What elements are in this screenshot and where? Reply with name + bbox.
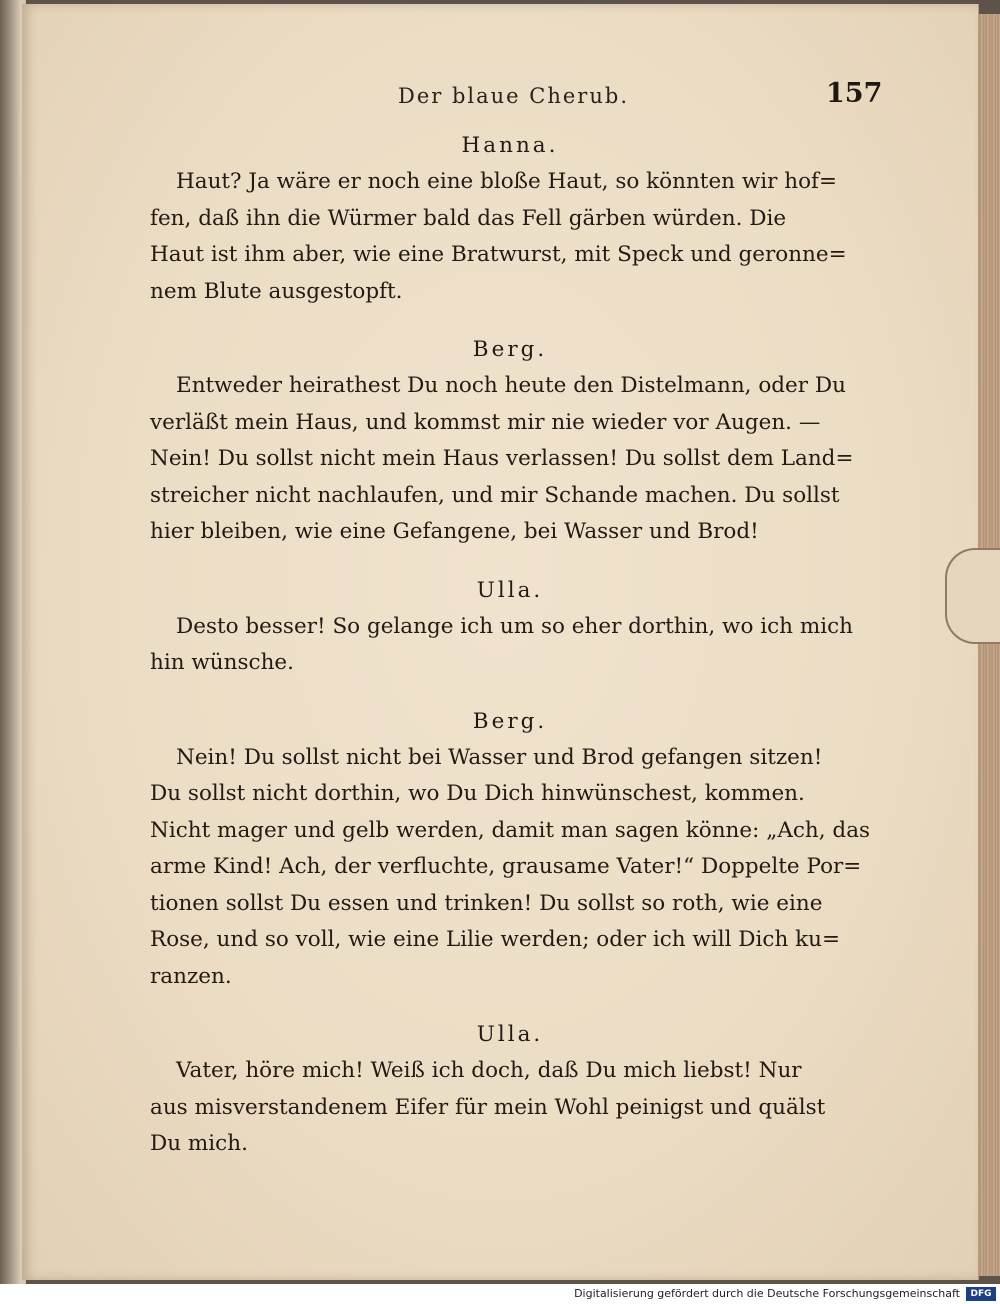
page-number: 157 (826, 78, 883, 109)
speaker-name: Berg. (472, 708, 548, 734)
text-line: Vater, höre mich! Weiß ich doch, daß Du mich liebst! Nur (176, 1058, 802, 1083)
text-line: Rose, und so voll, wie eine Lilie werden; oder ich will Dich ku= (150, 927, 841, 952)
dfg-logo: DFG (966, 1287, 996, 1301)
text-line: Nicht mager und gelb werden, damit man sagen könne: „Ach, das (150, 817, 871, 843)
text-line: Nein! Du sollst nicht mein Haus verlassen! Du sollst dem Land= (150, 446, 854, 471)
page-tab-marker (945, 548, 1000, 644)
speaker-name: Ulla. (476, 1022, 544, 1047)
text-line: Du sollst nicht dorthin, wo Du Dich hinwünschest, kommen. (150, 781, 805, 806)
text-line: Haut ist ihm aber, wie eine Bratwurst, mit Speck und geronne= (150, 242, 847, 267)
text-line: hier bleiben, wie eine Gefangene, bei Wasser und Brod! (150, 519, 759, 544)
text-line: nem Blute ausgestopft. (150, 278, 403, 304)
text-line: arme Kind! Ach, der verfluchte, grausame Vater!“ Doppelte Por= (150, 854, 862, 879)
text-line: fen, daß ihn die Würmer bald das Fell gärben würden. Die (150, 205, 787, 231)
text-line: hin wünsche. (150, 650, 294, 675)
speaker-name: Berg. (472, 337, 548, 362)
text-line: Du mich. (150, 1131, 248, 1156)
speaker-name: Hanna. (461, 133, 559, 158)
text-line: ranzen. (150, 963, 232, 989)
text-line: tionen sollst Du essen und trinken! Du sollst so roth, wie eine (150, 890, 823, 916)
funding-credit: Digitalisierung gefördert durch die Deutsche Forschungsgemeinschaft (574, 1287, 960, 1300)
page-text (150, 128, 870, 1163)
speaker-name: Ulla. (476, 577, 544, 603)
text-line: aus misverstandenem Eifer für mein Wohl peinigst und quälst (150, 1094, 826, 1120)
page-header (0, 78, 1000, 114)
text-line: streicher nicht nachlaufen, und mir Schande machen. Du sollst (150, 482, 840, 508)
text-line: Desto besser! So gelange ich um so eher dorthin, wo ich mich (176, 613, 853, 639)
text-line: Haut? Ja wäre er noch eine bloße Haut, so könnten wir hof= (176, 169, 837, 194)
text-line: Entweder heirathest Du noch heute den Distelmann, oder Du (176, 373, 846, 398)
text-line: Nein! Du sollst nicht bei Wasser und Brod gefangen sitzen! (176, 744, 823, 770)
text-line: verläßt mein Haus, und kommst mir nie wieder vor Augen. — (150, 409, 821, 435)
running-title: Der blaue Cherub. (398, 84, 629, 108)
digitization-footer (0, 1284, 1000, 1304)
